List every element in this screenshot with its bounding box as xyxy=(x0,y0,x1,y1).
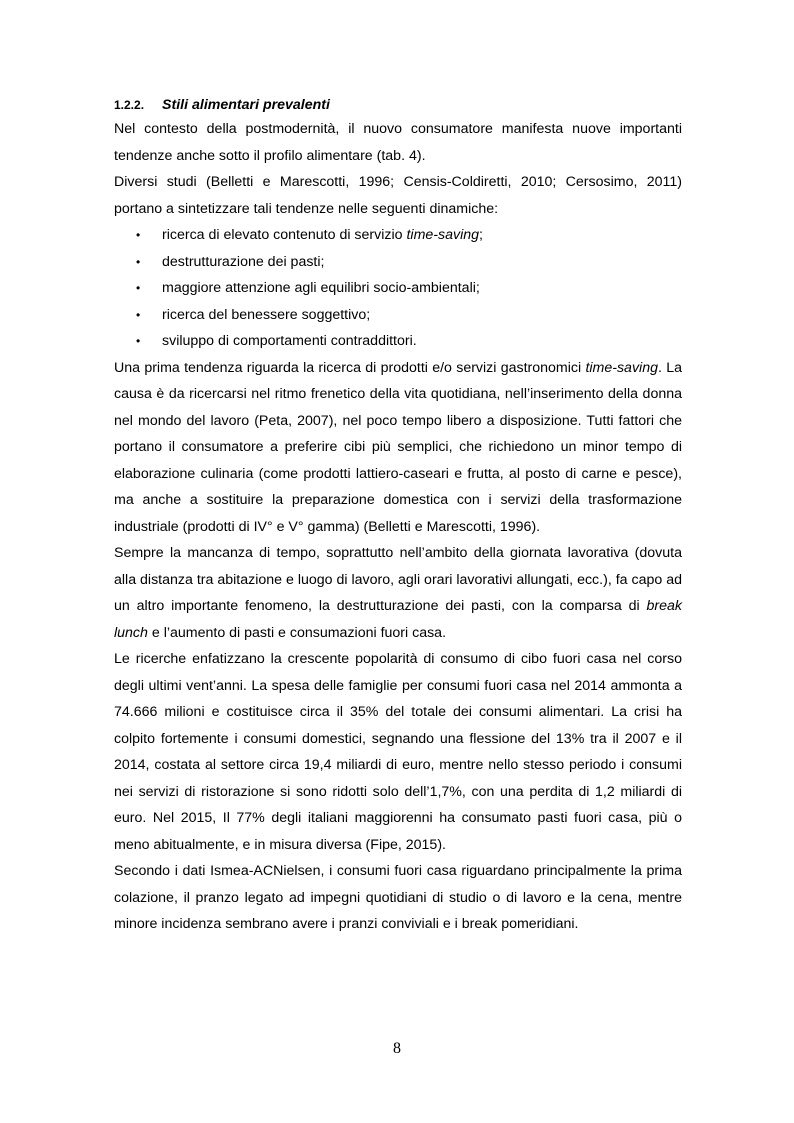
list-item: • ricerca di elevato contenuto di servizio time-saving; xyxy=(114,222,682,249)
paragraph-studies: Diversi studi (Belletti e Marescotti, 1996; Censis-Coldiretti, 2010; Cersosimo, 2011) portano a sintetizzare tali tendenze nelle seguenti dinamiche: xyxy=(114,174,682,217)
page-body xyxy=(114,94,682,938)
bullet-icon: • xyxy=(136,228,141,242)
paragraph-intro: Nel contesto della postmodernità, il nuovo consumatore manifesta nuove importanti tendenze anche sotto il profilo alimentare (tab. 4). xyxy=(114,121,682,164)
section-title: Stili alimentari prevalenti xyxy=(162,97,330,113)
list-item: • maggiore attenzione agli equilibri socio-ambientali; xyxy=(114,275,682,302)
bullet-icon: • xyxy=(136,334,141,348)
paragraph-ismea-data: Secondo i dati Ismea-ACNielsen, i consumi fuori casa riguardano principalmente la prima colazione, il pranzo legato ad impegni quotidiani di studio o di lavoro e la cena, mentre minore incidenza sembrano avere i pranzi conviviali e i break pomeridiani. xyxy=(114,863,682,932)
section-number: 1.2.2. xyxy=(114,98,145,112)
trends-list xyxy=(114,222,682,355)
paragraph-time-saving: Una prima tendenza riguarda la ricerca di prodotti e/o servizi gastronomici time-saving. La causa è da ricercarsi nel ritmo frenetico della vita quotidiana, nell’inserimento della donna nel mondo del lavoro (Peta, 2007), nel poco tempo libero a disposizione. Tutti fattori che portano il consumatore a preferire cibi più semplici, che richiedono un minor tempo di elaborazione culinaria (come prodotti lattiero-caseari e frutta, al posto di carne e pesce), ma anche a sostituire la preparazione domestica con i servizi della trasformazione industriale (prodotti di IV° e V° gamma) (Belletti e Marescotti, 1996). xyxy=(114,359,682,535)
list-item: • ricerca del benessere soggettivo; xyxy=(114,302,682,329)
list-item: • sviluppo di comportamenti contraddittori. xyxy=(114,328,682,355)
paragraph-out-of-home-consumption: Le ricerche enfatizzano la crescente popolarità di consumo di cibo fuori casa nel corso degli ultimi vent’anni. La spesa delle famiglie per consumi fuori casa nel 2014 ammonta a 74.666 milioni e costituisce circa il 35% del totale dei consumi alimentari. La crisi ha colpito fortemente i consumi domestici, segnando una flessione del 13% tra il 2007 e il 2014, costata al settore circa 19,4 miliardi di euro, mentre nello stesso periodo i consumi nei servizi di ristorazione si sono ridotti solo dell’1,7%, con una perdita di 1,2 miliardi di euro. Nel 2015, Il 77% degli italiani maggiorenni ha consumato pasti fuori casa, più o meno abitualmente, e in misura diversa (Fipe, 2015). xyxy=(114,651,682,853)
bullet-icon: • xyxy=(136,281,141,295)
bullet-icon: • xyxy=(136,307,141,322)
list-item: • destrutturazione dei pasti; xyxy=(114,249,682,276)
section-heading xyxy=(114,94,682,116)
bullet-icon: • xyxy=(136,254,141,269)
paragraph-meal-destructuring: Sempre la mancanza di tempo, soprattutto nell’ambito della giornata lavorativa (dovuta alla distanza tra abitazione e luogo di lavoro, agli orari lavorativi allungati, ecc.), fa capo ad un altro importante fenomeno, la destrutturazione dei pasti, con la comparsa di break lunch e l’aumento di pasti e consumazioni fuori casa. xyxy=(114,545,682,641)
page-number: 8 xyxy=(393,1040,401,1057)
